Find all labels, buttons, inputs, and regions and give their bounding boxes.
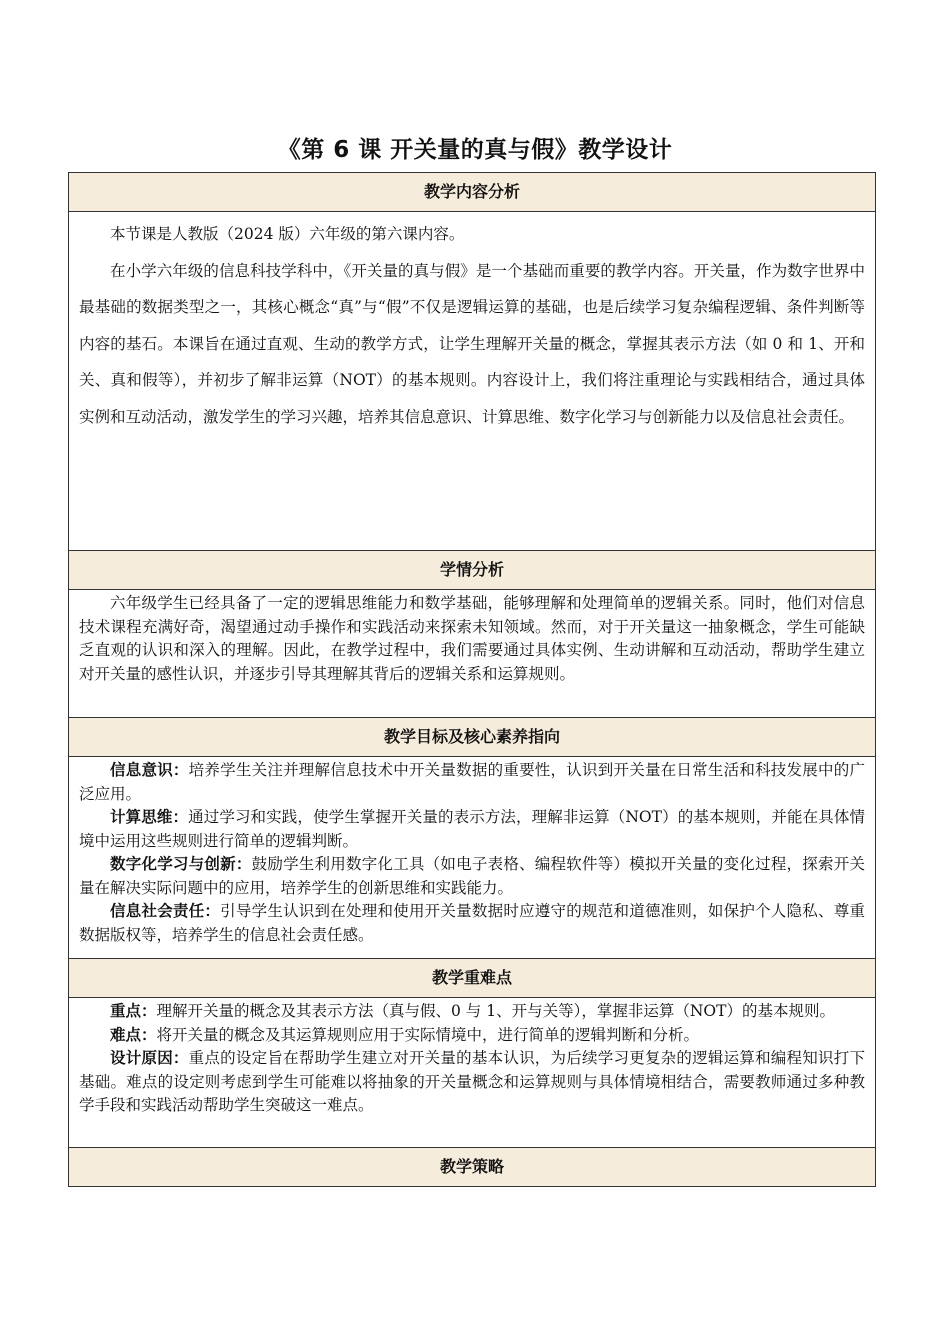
document-title: 《第 6 课 开关量的真与假》教学设计	[277, 137, 673, 163]
key-point-text: 重点的设定旨在帮助学生建立对开关量的基本认识，为后续学习更复杂的逻辑运算和编程知识打下基础。难点的设定则考虑到学生可能难以将抽象的开关量概念和运算规则与具体情境相结合，需要教师通过多种教学手段和实践活动帮助学生突破这一难点。	[79, 1049, 865, 1114]
key-point-item	[79, 1047, 865, 1118]
objective-text: 引导学生认识到在处理和使用开关量数据时应遵守的规范和道德准则，如保护个人隐私、尊重数据版权等，培养学生的信息社会责任感。	[79, 902, 865, 944]
section-body-objectives	[69, 757, 875, 959]
content-analysis-paragraph-1: 本节课是人教版（2024 版）六年级的第六课内容。	[110, 225, 465, 243]
section-body-learner-analysis	[69, 590, 875, 718]
lesson-plan-table	[68, 172, 876, 1187]
key-point-item	[79, 1024, 865, 1048]
section-body-content-analysis	[69, 212, 875, 551]
objective-label: 信息意识：	[110, 761, 189, 779]
section-heading-objectives: 教学目标及核心素养指向	[69, 718, 875, 757]
section-heading-content-analysis: 教学内容分析	[69, 173, 875, 212]
objective-item	[79, 759, 865, 806]
key-point-label: 难点：	[110, 1025, 157, 1044]
section-heading-learner-analysis: 学情分析	[69, 551, 875, 590]
key-point-label: 重点：	[110, 1002, 157, 1020]
key-point-text: 理解开关量的概念及其表示方法（真与假、0 与 1、开与关等），掌握非运算（NOT）的基本规则。	[156, 1002, 835, 1020]
content-analysis-paragraph-2: 在小学六年级的信息科技学科中，《开关量的真与假》是一个基础而重要的教学内容。开关量，作为数字世界中最基础的数据类型之一，其核心概念“真”与“假”不仅是逻辑运算的基础，也是后续学习复杂编程逻辑、条件判断等内容的基石。本课旨在通过直观、生动的教学方式，让学生理解开关量的概念，掌握其表示方法（如 0 和 1、开和关、真和假等），并初步了解非运算（NOT）的基本规则。内容设计上，我们将注重理论与实践相结合，通过具体实例和互动活动，激发学生的学习兴趣，培养其信息意识、计算思维、数字化学习与创新能力以及信息社会责任。	[79, 261, 865, 426]
objective-text: 通过学习和实践，使学生掌握开关量的表示方法，理解非运算（NOT）的基本规则，并能在具体情境中运用这些规则进行简单的逻辑判断。	[79, 808, 865, 850]
objective-item	[79, 900, 865, 947]
key-point-label: 设计原因：	[110, 1049, 189, 1067]
objective-text: 培养学生关注并理解信息技术中开关量数据的重要性，认识到开关量在日常生活和科技发展中的广泛应用。	[79, 761, 865, 803]
section-heading-strategy: 教学策略	[69, 1148, 875, 1186]
section-heading-key-points: 教学重难点	[69, 959, 875, 998]
key-point-text: 将开关量的概念及其运算规则应用于实际情境中，进行简单的逻辑判断和分析。	[156, 1025, 700, 1044]
objective-item	[79, 853, 865, 900]
section-body-key-points	[69, 998, 875, 1148]
learner-analysis-paragraph: 六年级学生已经具备了一定的逻辑思维能力和数学基础，能够理解和处理简单的逻辑关系。同时，他们对信息技术课程充满好奇，渴望通过动手操作和实践活动来探索未知领域。然而，对于开关量这一抽象概念，学生可能缺乏直观的认识和深入的理解。因此，在教学过程中，我们需要通过具体实例、生动讲解和互动活动，帮助学生建立对开关量的感性认识，并逐步引导其理解其背后的逻辑关系和运算规则。	[79, 594, 865, 683]
objective-text: 鼓励学生利用数字化工具（如电子表格、编程软件等）模拟开关量的变化过程，探索开关量在解决实际问题中的应用，培养学生的创新思维和实践能力。	[79, 855, 865, 897]
objective-item	[79, 806, 865, 853]
objective-label: 计算思维：	[110, 808, 189, 826]
objective-label: 数字化学习与创新：	[110, 855, 252, 873]
key-point-item	[79, 1000, 865, 1024]
objective-label: 信息社会责任：	[110, 902, 221, 920]
